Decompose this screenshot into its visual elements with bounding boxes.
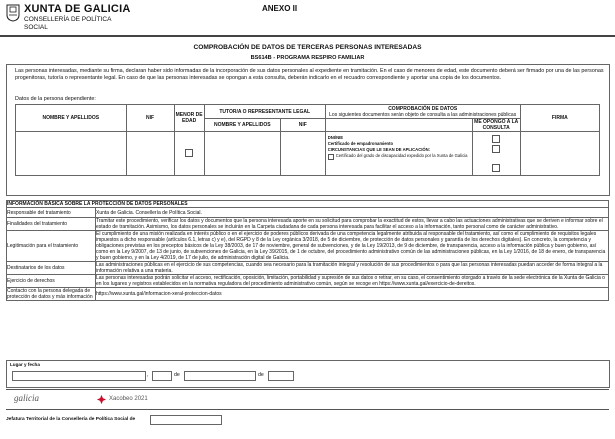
col-name-header: NOMBRE Y APELLIDOS xyxy=(16,105,127,132)
info-label-legitimation: Legitimación para el tratamiento xyxy=(7,231,96,262)
day-field[interactable] xyxy=(152,371,172,381)
info-label-responsible: Responsable del tratamiento xyxy=(7,208,96,218)
xacobeo-icon xyxy=(96,394,107,405)
info-label-contact: Contacto con la persona delegada de protección de datos y más información xyxy=(7,288,96,301)
intro-paragraph: Las personas interesadas, mediante su firma, declaran haber sido informadas de la incorporación de sus datos personales al expediente en tramitación. En el caso de menores de edad, este documento deberá ser firmado por una de las personas progenitoras, tutor/a o representante legal. En caso de que las personas interesadas se opongan a esta consulta, deberán indicarlo en el recuadro correspondiente y aportar una copia de los documentos. xyxy=(15,68,604,82)
place-date-comma: , xyxy=(147,372,149,378)
col-check-header xyxy=(325,105,520,119)
place-field[interactable] xyxy=(12,371,149,381)
info-label-purposes: Finalidades del tratamiento xyxy=(7,218,96,231)
office-field[interactable] xyxy=(150,415,222,425)
info-text-rights: Las personas interesadas podrán solicitar el acceso, rectificación, oposición, limitación, portabilidad y supresión de sus datos o retirar, en su caso, el consentimiento otorgado a través de la sede electrónica de la Xunta de Galicia o en los lugares y registros establecidos en la normativa reguladora del procedimiento administrativo común, según se recoge en https://www.xunta.gal/exercicio-de-dereitos. xyxy=(96,275,609,288)
department-line-1: CONSELLERÍA DE POLÍTICA xyxy=(24,16,112,23)
info-label-rights: Ejercicio de derechos xyxy=(7,275,96,288)
col-minor-header: MENOR DE EDAD xyxy=(174,105,204,132)
circumstances-label: CIRCUNSTANCIAS QUE LE SEAN DE APLICACIÓN: xyxy=(327,147,431,152)
col-guardian-header: TUTOR/A O REPRESENTANTE LEGAL xyxy=(204,105,325,119)
month-field[interactable] xyxy=(184,371,256,381)
footer-divider-top xyxy=(6,389,609,390)
info-text-recipients: Las administraciones públicas en el ejercicio de sus competencias, cuando sea necesario para la tramitación integral y resolución de sus procedimientos o para que las personas interesadas puedan acceder de forma integral a la información relativa a una materia. xyxy=(96,262,609,275)
consult-item-dni: DNI/NIE xyxy=(327,135,344,140)
info-text-responsible: Xunta de Galicia. Consellería de Política Social. xyxy=(96,208,609,218)
document-title: COMPROBACIÓN DE DATOS DE TERCERAS PERSONAS INTERESADAS xyxy=(193,44,422,51)
info-text-legitimation: El cumplimiento de una misión realizada en interés público o en el ejercicio de poderes públicos derivada de una competencia legalmente atribuida al responsable del tratamiento, así como el cumplimiento de requisitos legales impuestos a dicho responsable (artículos 6.1, letras c) y e), del RGPD y 8 de la Ley orgánica 3/2018, de 5 de diciembre, de protección de datos personales y garantía de los derechos digitales). En concreto, la competencia y obligaciones previstas en los preceptos básicos de la Ley 38/2003, de 17 de noviembre, general de subvenciones, y de la Ley 19/2013, de 9 de diciembre, de transparencia, acceso a la información pública y buen gobierno, así como en la Ley 9/2007, de 13 de junio, de subvenciones de Galicia, en la Ley 39/2015, de 1 de octubre, del procedimiento administrativo común de las administraciones públicas, en la Ley 1/2016, de 18 de enero, de transparencia y buen gobierno, y en la Ley 4/2019, de 17 de julio, de administración digital de Galicia. xyxy=(96,231,609,262)
col-signature-header: FIRMA xyxy=(520,105,599,132)
guardian-name-cell[interactable] xyxy=(204,132,280,176)
circumstance-checkbox[interactable] xyxy=(328,154,334,160)
dependent-table xyxy=(15,104,600,176)
xacobeo-logo-text: Xacobeo 2021 xyxy=(109,396,148,402)
galicia-logo xyxy=(14,393,39,403)
oppose-disability-checkbox[interactable] xyxy=(492,164,500,172)
info-label-recipients: Destinatarios de los datos xyxy=(7,262,96,275)
oppose-census-checkbox[interactable] xyxy=(492,145,500,153)
col-oppose-header: ME OPONGO A LA CONSULTA xyxy=(474,119,519,131)
office-label: Jefatura Territorial de la Consellería de Política Social de xyxy=(6,417,136,422)
check-subtitle: Los siguientes documentos serán objeto de consulta a las administraciones públicas xyxy=(329,111,517,118)
annex-label: ANEXO II xyxy=(262,4,298,13)
procedure-code: BS614B - PROGRAMA RESPIRO FAMILIAR xyxy=(250,55,365,61)
header-divider xyxy=(0,35,615,37)
col-guardian-name-header: NOMBRE Y APELLIDOS xyxy=(204,119,280,132)
department-line-2: SOCIAL xyxy=(24,23,48,31)
check-spacer xyxy=(325,119,472,132)
oppose-checkboxes xyxy=(472,132,520,176)
data-protection-table xyxy=(6,200,609,301)
place-date-label: Lugar y fecha xyxy=(10,362,40,367)
dependent-section-label: Datos de la persona dependiente: xyxy=(15,96,96,102)
check-title: COMPROBACIÓN DE DATOS xyxy=(388,105,458,112)
data-protection-title: INFORMACIÓN BÁSICA SOBRE LA PROTECCIÓN DE DATOS PERSONALES xyxy=(7,201,609,208)
circumstance-text: Certificado del grado de discapacidad expedido por la Xunta de Galicia xyxy=(335,153,468,158)
department-name xyxy=(24,16,111,31)
xunta-shield-icon xyxy=(6,4,20,22)
consult-list xyxy=(325,132,472,176)
minor-checkbox[interactable] xyxy=(185,149,193,157)
oppose-dni-checkbox[interactable] xyxy=(492,135,500,143)
circumstance-row xyxy=(328,153,470,160)
footer-divider-bottom xyxy=(6,409,609,410)
col-guardian-nif-header: NIF xyxy=(280,119,325,132)
col-nif-header: NIF xyxy=(126,105,174,132)
dependent-nif-cell[interactable] xyxy=(126,132,174,176)
info-text-contact[interactable]: https://www.xunta.gal/informacion-xeral-proteccion-datos xyxy=(96,288,609,301)
consult-item-census: Certificado de empadronamiento xyxy=(327,141,394,146)
year-field[interactable] xyxy=(268,371,294,381)
galicia-logo-text: galicia xyxy=(14,393,39,403)
info-text-purposes: Tramitar este procedimiento, verificar los datos y documentos que la persona interesada aporte en su solicitud para comprobar la exactitud de estos, llevar a cabo las actuaciones administrativas que se deriven e informar sobre el estado de tramitación. Asimismo, los datos personales se incluirán en la Carpeta ciudadana de cada persona interesada para facilitar el acceso a la información, tanto personal como de carácter administrativo. xyxy=(96,218,609,231)
dependent-name-cell[interactable] xyxy=(16,132,127,176)
signature-cell[interactable] xyxy=(520,132,599,176)
org-name: XUNTA DE GALICIA xyxy=(24,3,131,15)
place-date-of-2: de xyxy=(258,372,264,378)
guardian-nif-cell[interactable] xyxy=(280,132,325,176)
place-date-of-1: de xyxy=(174,372,180,378)
